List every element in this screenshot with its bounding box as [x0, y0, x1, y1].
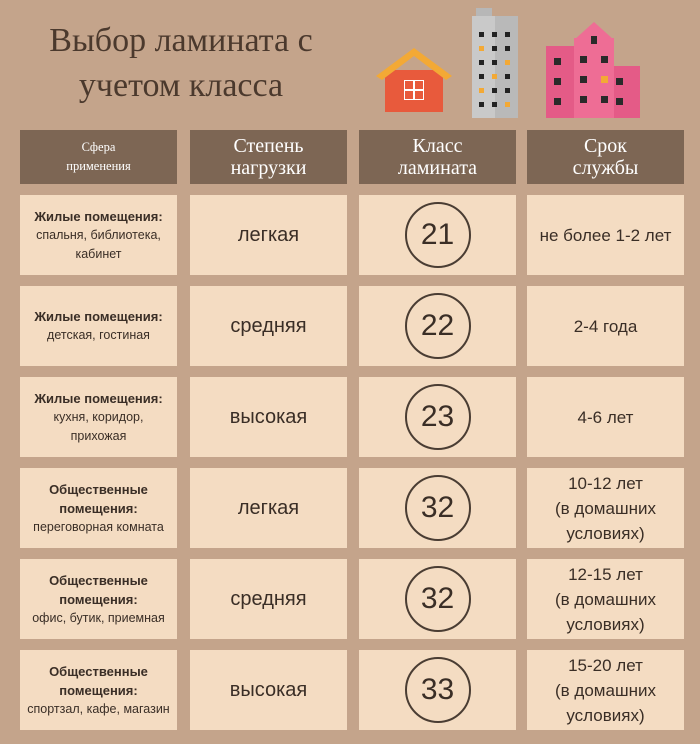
row-area-title: Жилые помещения:	[34, 309, 163, 324]
row-1-area	[20, 195, 177, 275]
row-3-lifetime	[527, 377, 684, 457]
header-class	[359, 130, 516, 184]
header-load-line2: нагрузки	[230, 157, 307, 179]
row-4-class	[359, 468, 516, 548]
row-lifetime-line3: условиях)	[566, 614, 645, 634]
row-lifetime-line1: 4-6 лет	[577, 407, 634, 427]
row-area-title: Общественные помещения:	[49, 481, 148, 516]
row-area-line1: спальня, библиотека,	[36, 227, 161, 242]
row-area-title: Жилые помещения:	[34, 208, 163, 224]
row-5-load: средняя	[190, 559, 347, 639]
row-2-area	[20, 286, 177, 366]
row-area-line1: кухня, коридор,	[53, 409, 144, 424]
title-line-1: Выбор ламината с	[49, 22, 313, 59]
row-5-class	[359, 559, 516, 639]
class-badge: 32	[405, 475, 471, 541]
row-area-line1: детская, гостиная	[47, 328, 150, 342]
row-area-line1: офис, бутик, приемная	[32, 610, 165, 625]
header-lifetime-line1: Срок	[583, 135, 628, 157]
class-badge: 23	[405, 384, 471, 450]
row-6-lifetime	[527, 650, 684, 730]
header-area	[20, 130, 177, 184]
header-lifetime-line2: службы	[572, 157, 639, 179]
row-4-load: легкая	[190, 468, 347, 548]
row-3-class	[359, 377, 516, 457]
row-6-load: высокая	[190, 650, 347, 730]
row-6-class	[359, 650, 516, 730]
row-lifetime-line1: не более 1-2 лет	[539, 225, 672, 245]
row-area-line1: спортзал, кафе, магазин	[27, 701, 170, 716]
row-lifetime-line2: (в домашних	[555, 498, 656, 518]
row-4-lifetime	[527, 468, 684, 548]
row-4-area	[20, 468, 177, 548]
header-class-line2: ламината	[397, 157, 478, 179]
header-area-line2: применения	[66, 159, 131, 173]
row-lifetime-line1: 15-20 лет	[568, 655, 643, 675]
title-line-2: учетом класса	[78, 67, 284, 104]
row-lifetime-line1: 2-4 года	[573, 316, 638, 336]
tall-building-icon	[470, 6, 520, 118]
row-area-line2: кабинет	[75, 246, 122, 261]
page-title	[16, 18, 346, 108]
row-5-area	[20, 559, 177, 639]
row-3-area	[20, 377, 177, 457]
header-load-line1: Степень	[233, 135, 304, 157]
row-area-title: Общественные помещения:	[49, 572, 148, 607]
house-icon	[374, 44, 454, 114]
header-lifetime	[527, 130, 684, 184]
class-badge: 21	[405, 202, 471, 268]
row-5-lifetime	[527, 559, 684, 639]
row-1-class	[359, 195, 516, 275]
class-badge: 22	[405, 293, 471, 359]
row-2-class	[359, 286, 516, 366]
row-2-lifetime	[527, 286, 684, 366]
row-1-lifetime	[527, 195, 684, 275]
row-3-load: высокая	[190, 377, 347, 457]
header-class-line1: Класс	[412, 135, 463, 157]
row-2-load: средняя	[190, 286, 347, 366]
class-badge: 32	[405, 566, 471, 632]
row-area-line2: прихожая	[70, 428, 127, 443]
class-badge: 33	[405, 657, 471, 723]
row-lifetime-line2: (в домашних	[555, 680, 656, 700]
row-lifetime-line1: 12-15 лет	[568, 564, 643, 584]
row-lifetime-line3: условиях)	[566, 523, 645, 543]
row-lifetime-line1: 10-12 лет	[568, 473, 643, 493]
header-area-line1: Сфера	[81, 140, 116, 154]
row-area-title: Общественные помещения:	[49, 663, 148, 698]
row-lifetime-line3: условиях)	[566, 705, 645, 725]
row-area-title: Жилые помещения:	[34, 390, 163, 406]
row-1-load: легкая	[190, 195, 347, 275]
row-area-line1: переговорная комната	[33, 519, 164, 534]
header-load	[190, 130, 347, 184]
row-6-area	[20, 650, 177, 730]
row-lifetime-line2: (в домашних	[555, 589, 656, 609]
pink-building-icon	[544, 22, 642, 118]
